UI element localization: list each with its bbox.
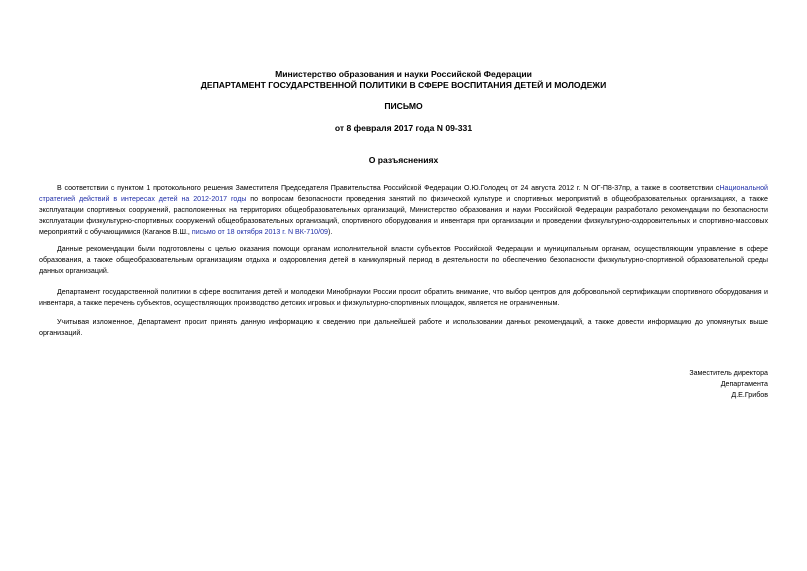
paragraph-1-text-c: ). (327, 228, 333, 236)
signatory-position: Заместитель директора (689, 369, 768, 377)
paragraph-1-text-b: по вопросам безопасности проведения занятий по физической культуре и спортивных мероприятий в общеобразовательных организациях, а также эксплуатации спортивных сооружений, расположенных на территориях общеобразовательных организаций, Министерство образования и науки Российской Федерации разработало рекомендации по безопасности эксплуатации физкультурно-спортивных сооружений общеобразовательных организаций, спортивного оборудования и инвентаря при организации и проведении физкультурно-оздоровительных и спортивно-массовых мероприятий с обучающимися (Каганов В.Ш., (39, 195, 768, 236)
document-type: ПИСЬМО (384, 101, 423, 111)
signatory-unit: Департамента (720, 380, 768, 388)
paragraph-3-text: Департамент государственной политики в сфере воспитания детей и молодежи Минобрнауки России просит обратить внимание, что выбор центров для добровольной сертификации спортивного оборудования и инвентаря, а также перечень субъектов, осуществляющих производство детских игровых и физкультурно-спортивных площадок, является не ограниченным. (39, 288, 768, 307)
department-title: ДЕПАРТАМЕНТ ГОСУДАРСТВЕННОЙ ПОЛИТИКИ В СФЕРЕ ВОСПИТАНИЯ ДЕТЕЙ И МОЛОДЕЖИ (200, 80, 607, 90)
document-subject: О разъяснениях (368, 155, 439, 165)
letter-reference-link[interactable]: письмо от 18 октября 2013 г. N ВК-710/09 (191, 228, 328, 236)
paragraph-2-text: Данные рекомендации были подготовлены с целью оказания помощи органам исполнительной власти субъектов Российской Федерации и муниципальным органам, осуществляющим управление в сфере образования, а также общеобразовательным организациям отдыха и оздоровления детей в каникулярный период в деятельности по обеспечению безопасности физкультурно-спортивной образовательной среды данных организаций. (39, 245, 768, 275)
paragraph-2 (39, 244, 768, 277)
document-date-number: от 8 февраля 2017 года N 09-331 (334, 123, 473, 133)
signature-block (689, 368, 768, 401)
paragraph-4 (39, 317, 768, 339)
ministry-title: Министерство образования и науки Российской Федерации (275, 69, 532, 79)
signatory-name: Д.Е.Грибов (731, 391, 768, 399)
paragraph-4-text: Учитывая изложенное, Департамент просит принять данную информацию к сведению при дальнейшей работе и использовании данных рекомендаций, а также довести информацию до упомянутых выше организаций. (39, 318, 768, 337)
paragraph-3 (39, 287, 768, 309)
paragraph-1 (39, 183, 768, 238)
national-strategy-link[interactable]: Национальной стратегией действий в интересах детей на 2012-2017 годы (39, 184, 768, 203)
paragraph-1-text-a: В соответствии с пунктом 1 протокольного решения Заместителя Председателя Правительства Российской Федерации О.Ю.Голодец от 24 августа 2012 г. N ОГ-П8-37пр, а также в соответствии с (57, 184, 720, 192)
